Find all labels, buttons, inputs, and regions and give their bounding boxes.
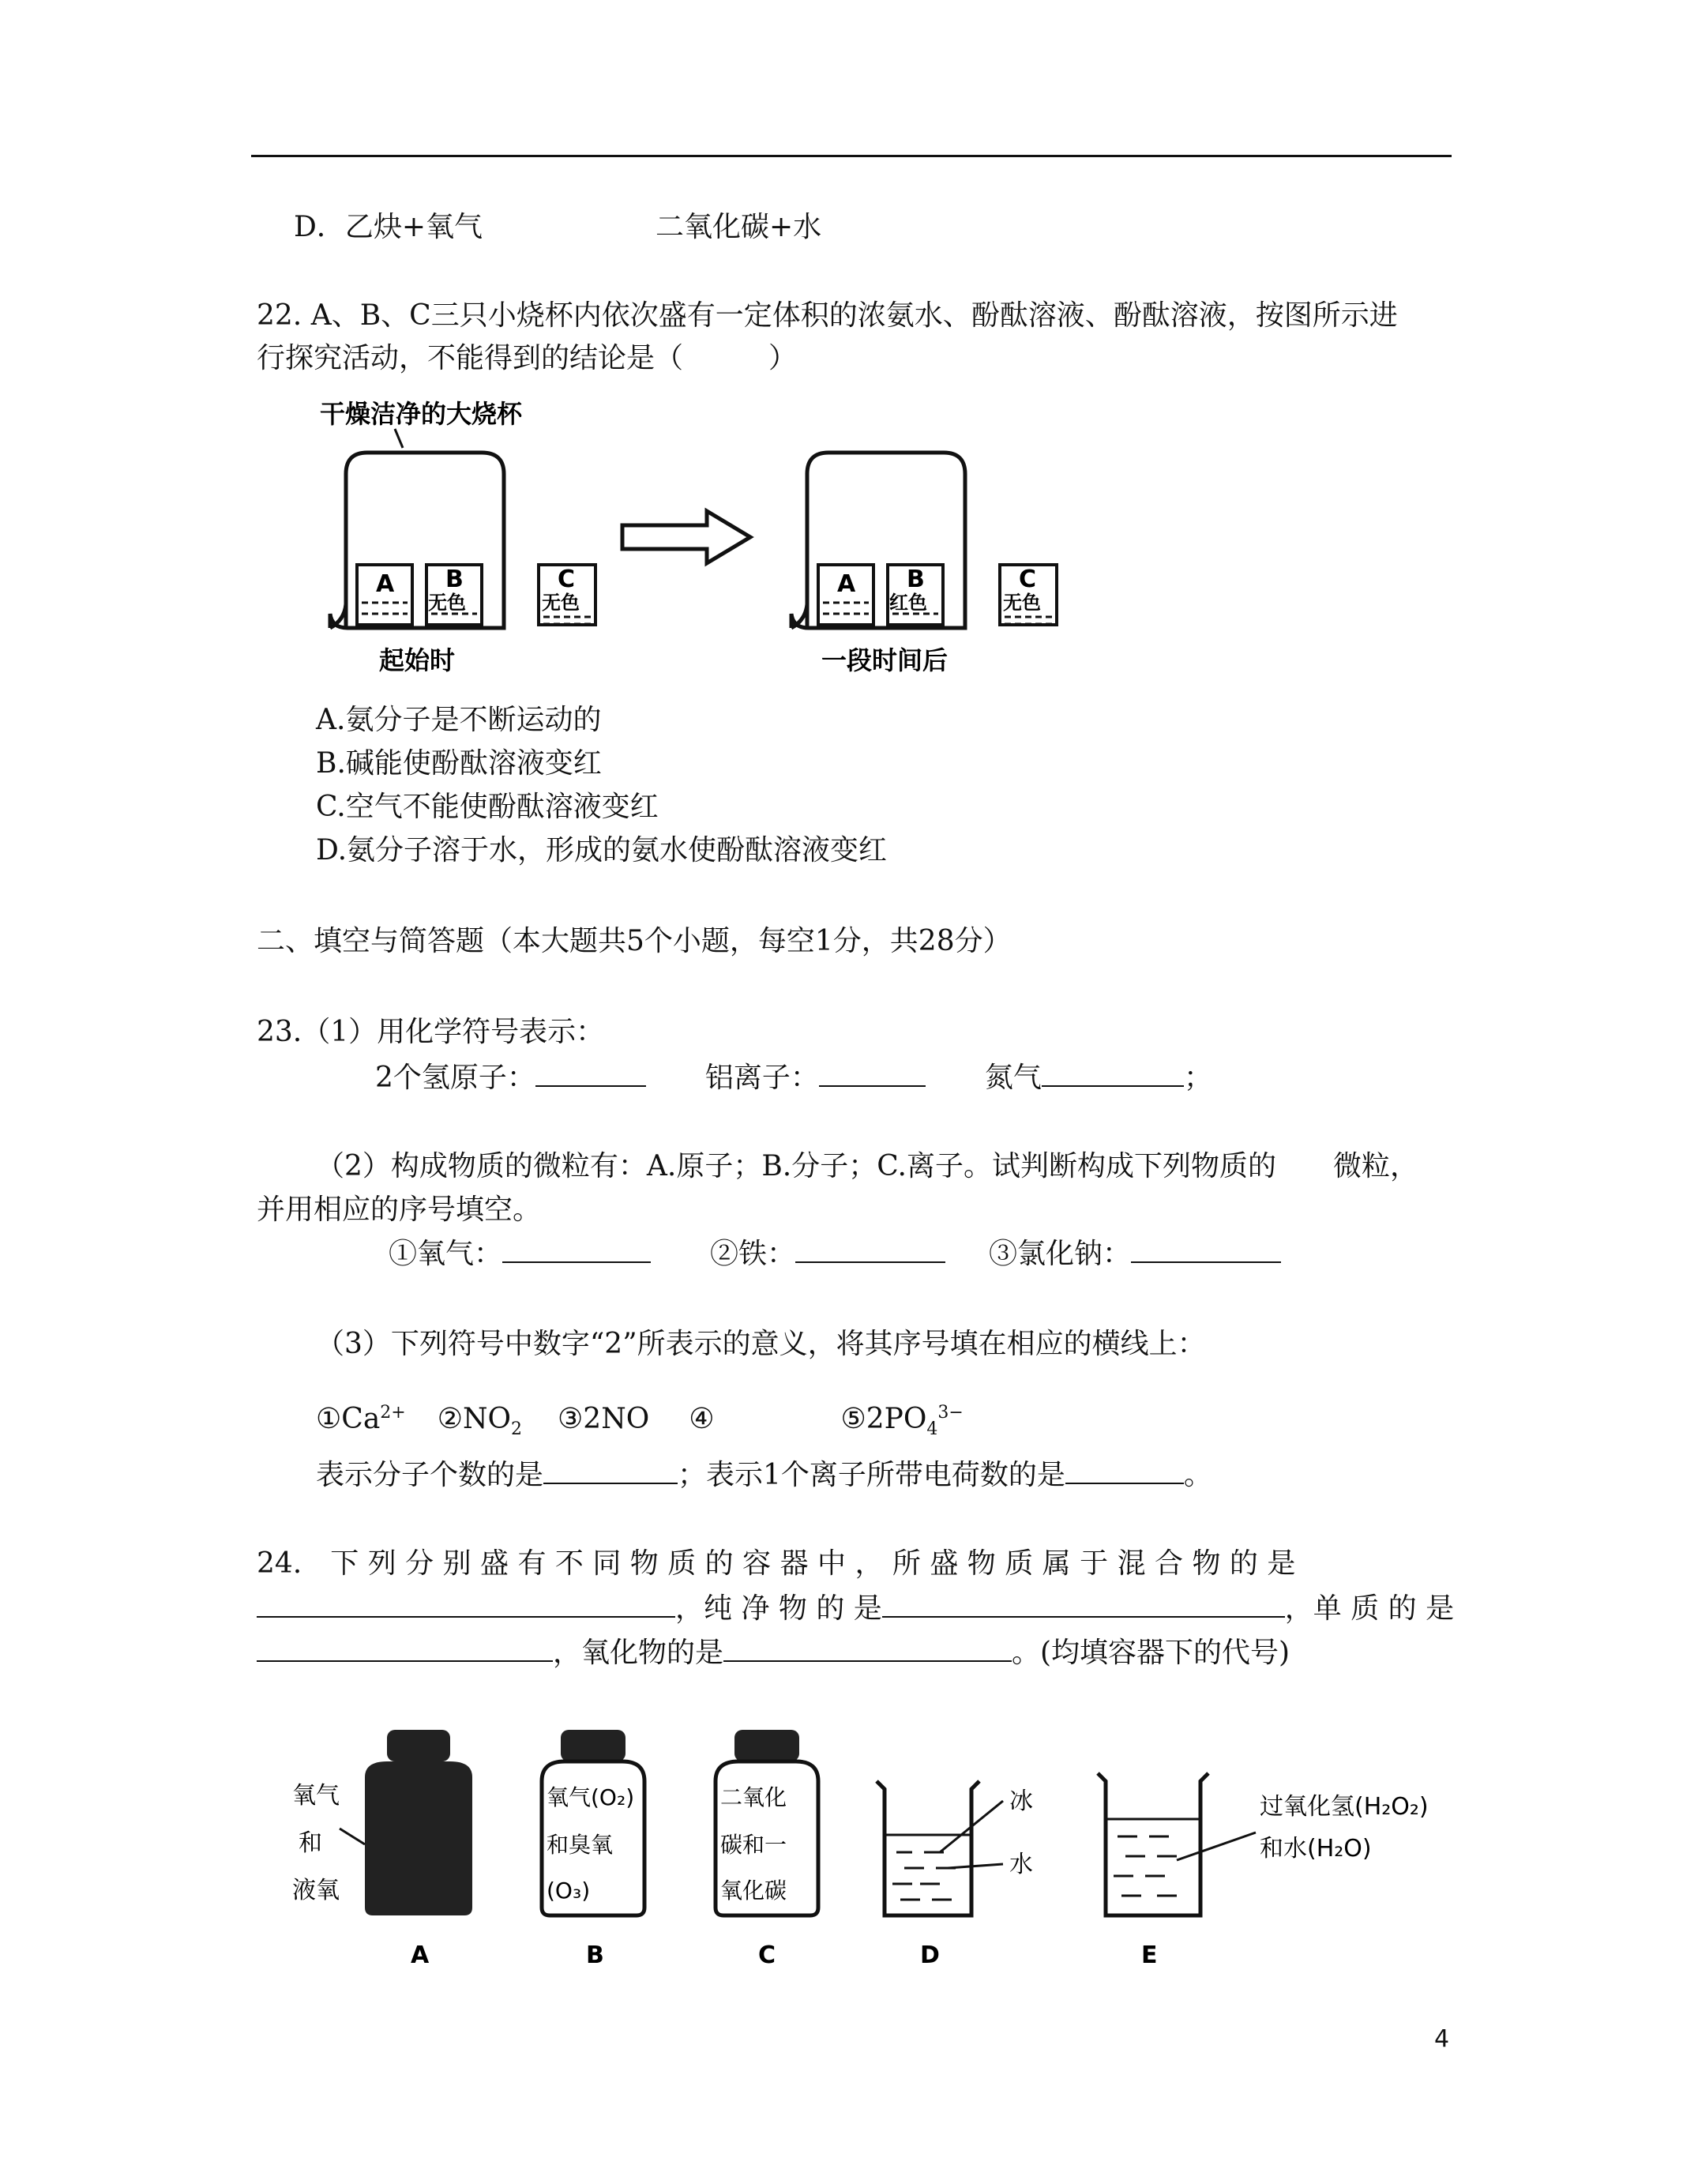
q21-option-d: D．乙炔+氧气 [294,211,483,243]
beaker-b-start-color: 无色 [428,592,466,614]
svg-text:A: A [837,570,856,598]
q22-stem-line2: 行探究活动，不能得到的结论是（ ） [257,342,798,374]
q22-option-a: A.氨分子是不断运动的 [316,704,602,736]
container-b [542,1730,644,1969]
beaker-c-after [1000,565,1057,625]
answer-blank[interactable] [882,1591,1285,1618]
svg-text:E: E [1141,1942,1158,1969]
beaker-c-start-color: 无色 [542,592,580,614]
q23-p1-title: 23.（1）用化学符号表示： [257,1016,605,1048]
beaker-a-after [818,565,873,625]
svg-text:氧化碳: 氧化碳 [720,1878,787,1904]
answer-blank[interactable] [535,1060,646,1087]
beaker-c-start [539,565,595,625]
q23-p1-row: 2个氢原子： 铝离子： 氮气 ； [375,1062,1212,1094]
header-rule [251,155,1452,157]
beaker-c-letter: C [558,566,576,593]
svg-text:A: A [411,1942,430,1969]
svg-text:和臭氧: 和臭氧 [547,1832,614,1858]
answer-blank[interactable] [502,1236,651,1263]
q23-p3-symbols: $①Ca^{2+}$ $②NO_2$ ③2NO ④ $⑤2PO_4^{3-}$ [316,1403,964,1440]
q23-p3-questions: 表示分子个数的是 ；表示1个离子所带电荷数的是 。 [316,1459,1212,1491]
answer-blank[interactable] [1065,1457,1184,1484]
q23-p2-line2: 并用相应的序号填空。 [257,1193,542,1226]
answer-blank[interactable] [1042,1060,1184,1087]
q22-stem-line1: 22. A、B、C三只小烧杯内依次盛有一定体积的浓氨水、酚酞溶液、酚酞溶液，按图所示进 [257,299,1398,332]
q22-option-b: B.碱能使酚酞溶液变红 [316,747,602,780]
svg-text:C: C [758,1942,776,1969]
beaker-c-after-color: 无色 [1003,592,1041,614]
svg-text:过氧化氢(H₂O₂): 过氧化氢(H₂O₂) [1260,1793,1429,1821]
big-beaker-label: 干燥洁净的大烧杯 [320,399,523,429]
answer-blank[interactable] [257,1635,553,1662]
svg-text:C: C [1019,566,1037,593]
q23-p2-row: ①氧气： ②铁： ③氯化钠： [389,1236,1281,1272]
q24-line1: 24. 下 列 分 别 盛 有 不 同 物 质 的 容 器 中 ， 所 盛 物 质 属 于 混 合 物 的 是 [257,1547,1296,1580]
q23-p2-line1: （2）构成物质的微粒有：A.原子；B.分子；C.离子。试判断构成下列物质的 微粒， [316,1150,1418,1182]
answer-blank[interactable] [723,1635,1012,1662]
q24-line3: ，氧化物的是 。(均填容器下的代号) [257,1635,1290,1671]
answer-blank[interactable] [1131,1236,1281,1263]
beaker-b-after [888,565,943,625]
svg-text:B: B [907,566,925,593]
start-caption: 起始时 [379,645,456,675]
q22-diagram [308,391,1098,691]
q22-option-d: D.氨分子溶于水，形成的氨水使酚酞溶液变红 [316,834,888,866]
svg-text:碳和一: 碳和一 [720,1832,787,1858]
container-c [716,1730,818,1969]
answer-blank[interactable] [257,1591,675,1618]
answer-blank[interactable] [819,1060,926,1087]
beaker-b-start [426,565,482,625]
answer-blank[interactable] [543,1457,678,1484]
q22-option-c: C.空气不能使酚酞溶液变红 [316,791,659,823]
q21-option-d-product: 二氧化碳+水 [656,211,822,243]
svg-text:二氧化: 二氧化 [720,1784,787,1810]
process-arrow-icon [622,511,750,563]
beaker-a-start [357,565,412,625]
svg-text:(O₃): (O₃) [547,1878,591,1904]
page-number: 4 [1434,2025,1450,2053]
container-e [1098,1773,1429,1969]
q23-p3-title: （3）下列符号中数字“2”所表示的意义，将其序号填在相应的横线上： [316,1328,1206,1360]
q24-containers-figure [276,1718,1461,1979]
svg-text:和: 和 [299,1829,322,1857]
after-caption: 一段时间后 [821,645,949,675]
svg-text:B: B [586,1942,604,1969]
svg-text:氧气(O₂): 氧气(O₂) [547,1784,635,1810]
reaction-condition-blank [505,212,648,243]
svg-text:冰: 冰 [1009,1787,1033,1815]
section-2-heading: 二、填空与简答题（本大题共5个小题，每空1分，共28分） [257,925,1012,957]
container-d [877,1781,1033,1969]
q24-line2: ，纯 净 物 的 是 ，单 质 的 是 [257,1591,1454,1626]
beaker-a-letter: A [376,570,395,598]
svg-text:和水(H₂O): 和水(H₂O) [1260,1835,1372,1863]
svg-text:液氧: 液氧 [292,1877,340,1904]
svg-text:水: 水 [1009,1851,1033,1878]
svg-text:氧气: 氧气 [292,1782,340,1810]
beaker-b-after-color: 红色 [889,592,927,614]
container-a [292,1730,472,1969]
svg-text:D: D [920,1942,940,1969]
beaker-b-letter: B [445,566,464,593]
answer-blank[interactable] [795,1236,945,1263]
